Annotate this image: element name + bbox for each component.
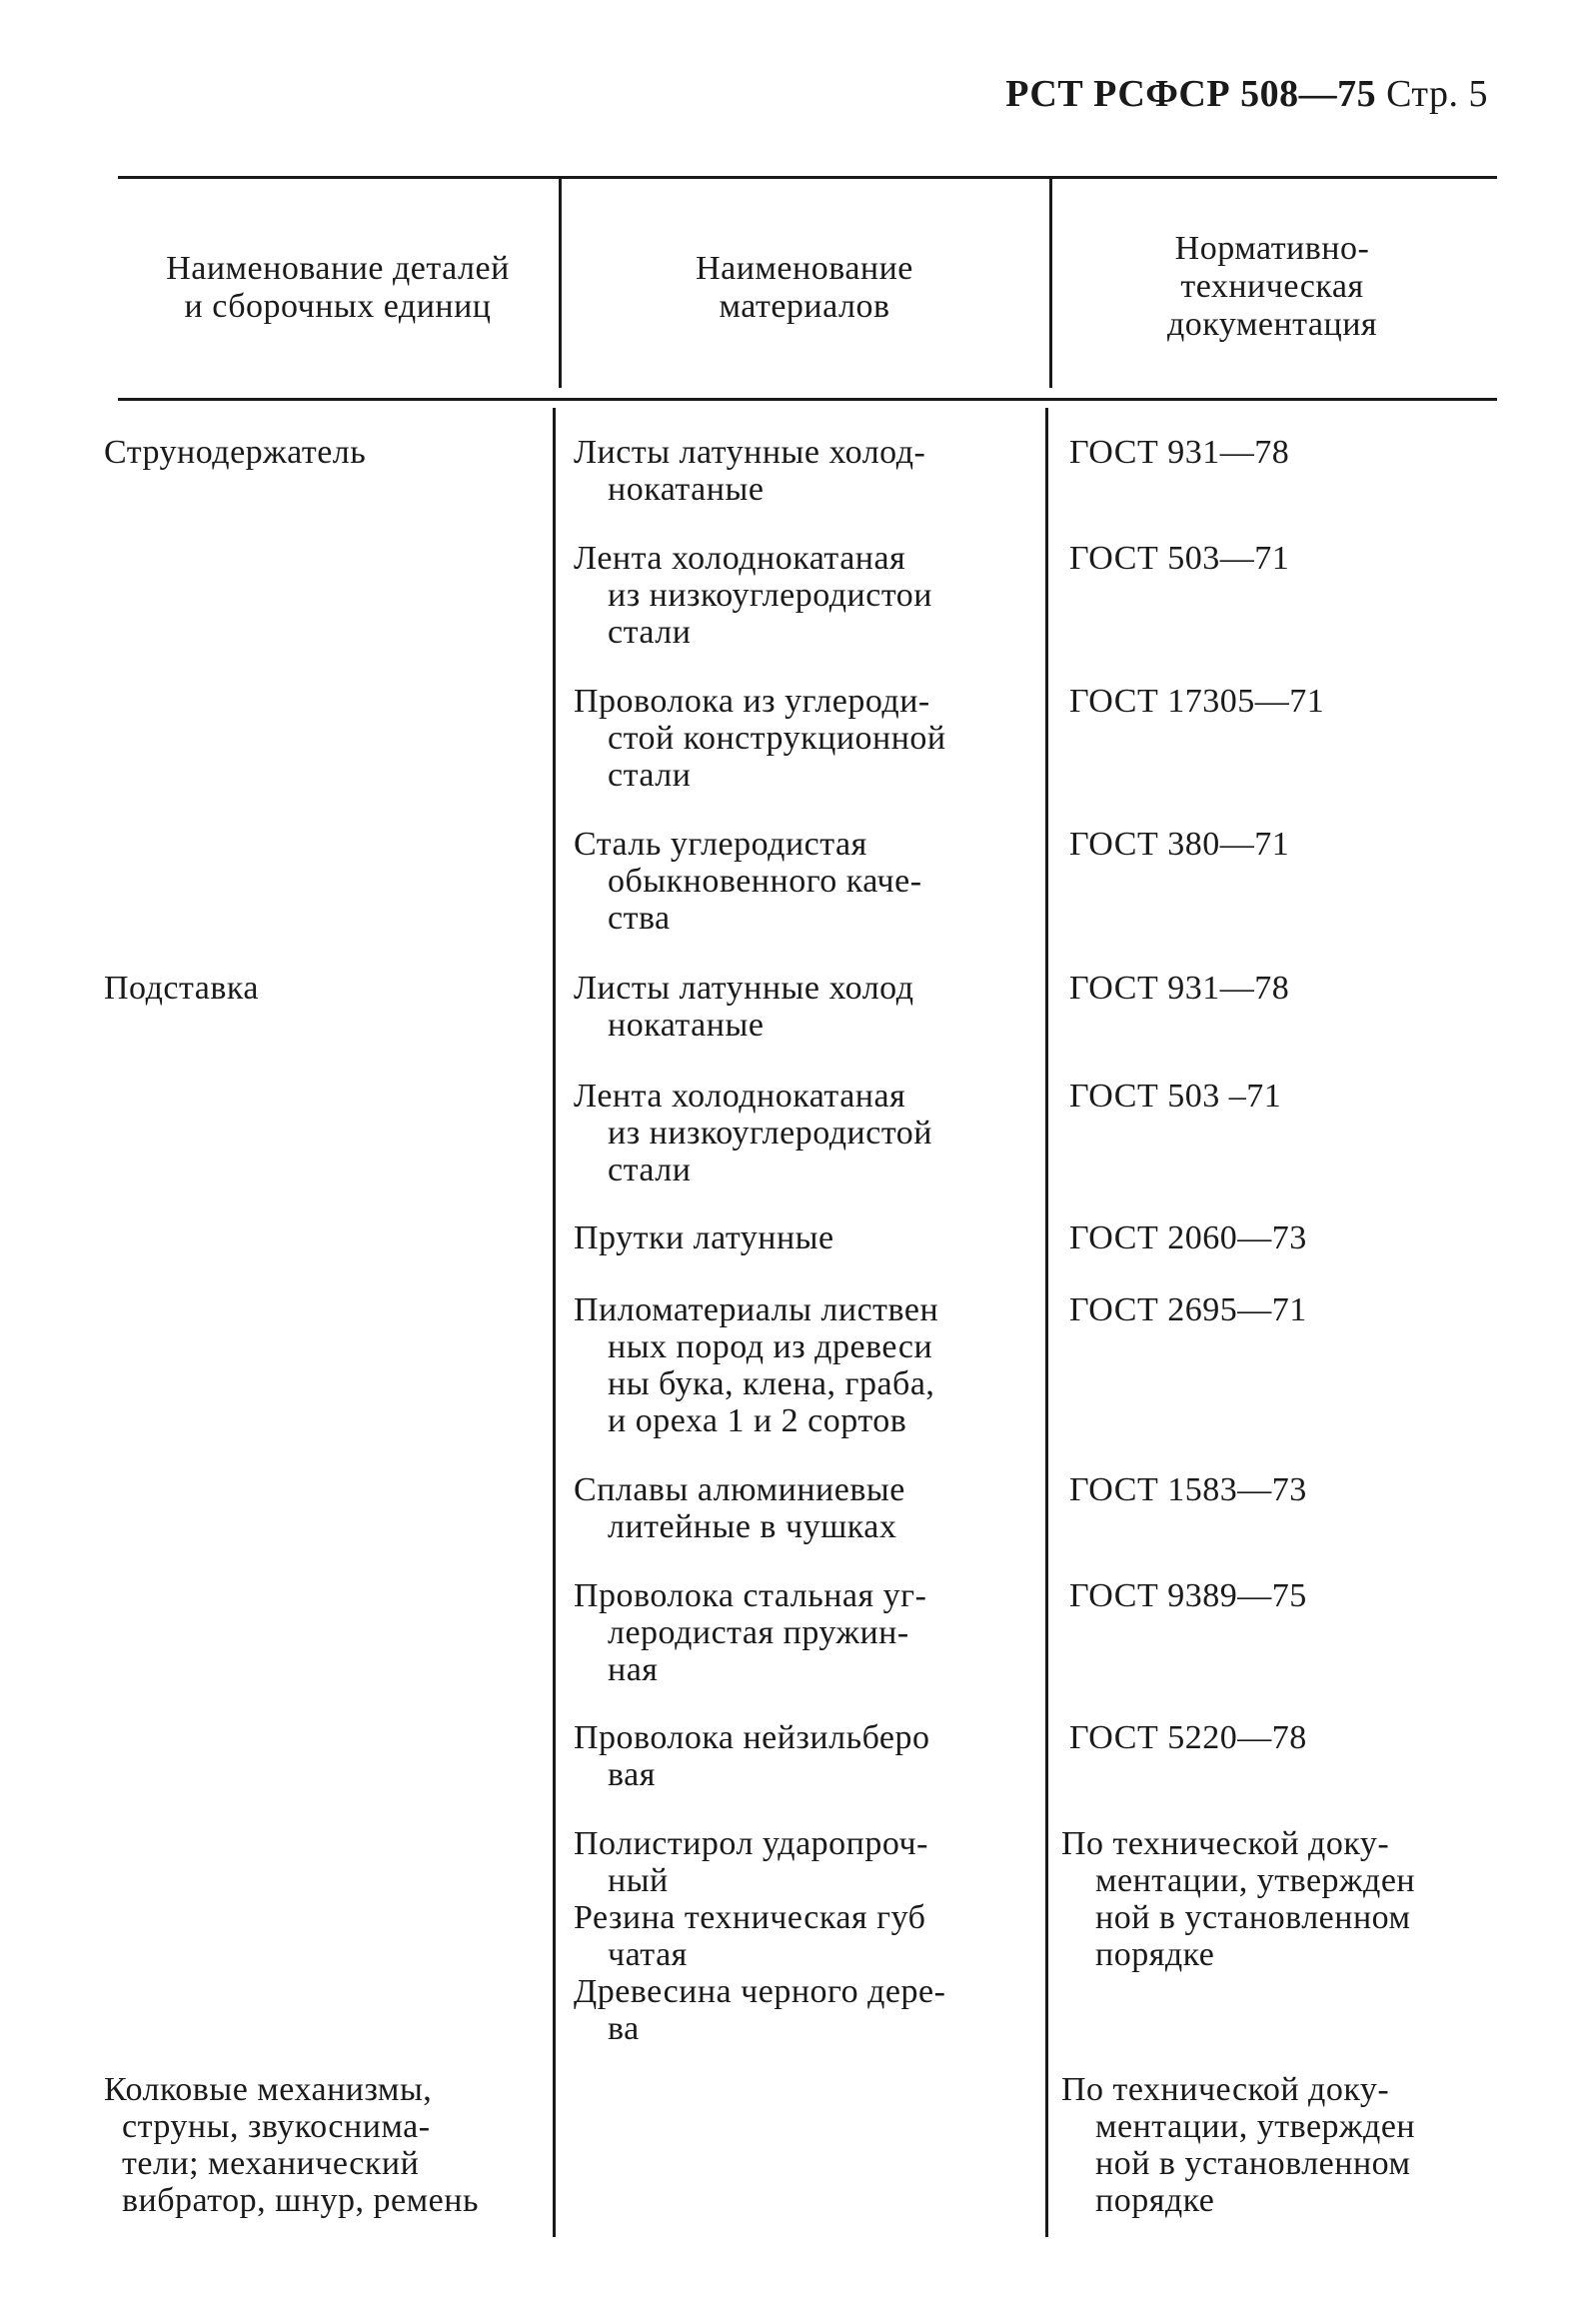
material-name: Полистирол ударопроч- ный Резина техническая губ чатая Древесина черного дере- ва: [574, 1825, 946, 2047]
standard-code: РСТ РСФСР 508—75: [1005, 73, 1377, 115]
column-divider-2-body: [1045, 408, 1048, 2237]
gost-reference: ГОСТ 17305—71: [1069, 683, 1325, 720]
gost-reference: ГОСТ 503 –71: [1069, 1078, 1282, 1115]
part-name: Струнодержатель: [104, 434, 367, 471]
technical-documentation-note: По технической доку- ментации, утвержден ной в установленном порядке: [1061, 1825, 1416, 1973]
header-bottom-rule: [118, 398, 1497, 401]
gost-reference: ГОСТ 380—71: [1069, 826, 1290, 863]
gost-reference: ГОСТ 5220—78: [1069, 1719, 1307, 1756]
gost-reference: ГОСТ 2060—73: [1069, 1219, 1307, 1256]
table-top-rule: [118, 176, 1497, 179]
gost-reference: ГОСТ 931—78: [1069, 434, 1290, 471]
gost-reference: ГОСТ 503—71: [1069, 540, 1290, 577]
page-number: Стр. 5: [1386, 73, 1488, 115]
material-name: Пиломатериалы листвен ных пород из древеси ны бука, клена, граба, и ореха 1 и 2 сортов: [574, 1291, 939, 1439]
material-name: Проволока из углероди- стой конструкционной стали: [574, 683, 946, 794]
material-name: Проволока нейзильберо вая: [574, 1719, 930, 1793]
material-name: Проволока стальная уг- леродистая пружин- ная: [574, 1577, 927, 1688]
technical-documentation-note: По технической доку- ментации, утвержден ной в установленном порядке: [1061, 2071, 1416, 2219]
column-header-materials: Наименование материалов: [696, 250, 913, 325]
material-name: Сталь углеродистая обыкновенного каче- ства: [574, 826, 922, 937]
material-name: Сплавы алюминиевые литейные в чушках: [574, 1471, 905, 1545]
page-header: [1005, 72, 1488, 116]
part-name: Подставка: [104, 970, 259, 1007]
material-name: Прутки латунные: [574, 1219, 834, 1256]
material-name: Листы латунные холод нокатаные: [574, 970, 914, 1044]
gost-reference: ГОСТ 931—78: [1069, 970, 1290, 1007]
material-name: Лента холоднокатаная из низкоуглеродистой стали: [574, 1078, 932, 1188]
gost-reference: ГОСТ 2695—71: [1069, 1291, 1307, 1328]
column-divider-1-body: [553, 408, 556, 2237]
column-header-documentation: Нормативно- техническая документация: [1166, 230, 1378, 343]
gost-reference: ГОСТ 9389—75: [1069, 1577, 1307, 1614]
material-name: Листы латунные холод- нокатаные: [574, 434, 926, 508]
column-header-parts: Наименование деталей и сборочных единиц: [166, 250, 510, 325]
material-name: Лента холоднокатаная из низкоуглеродистои стали: [574, 540, 932, 651]
part-name: Колковые механизмы, струны, звукоснима- тели; механический вибратор, шнур, ремень: [104, 2071, 479, 2219]
gost-reference: ГОСТ 1583—73: [1069, 1471, 1307, 1508]
